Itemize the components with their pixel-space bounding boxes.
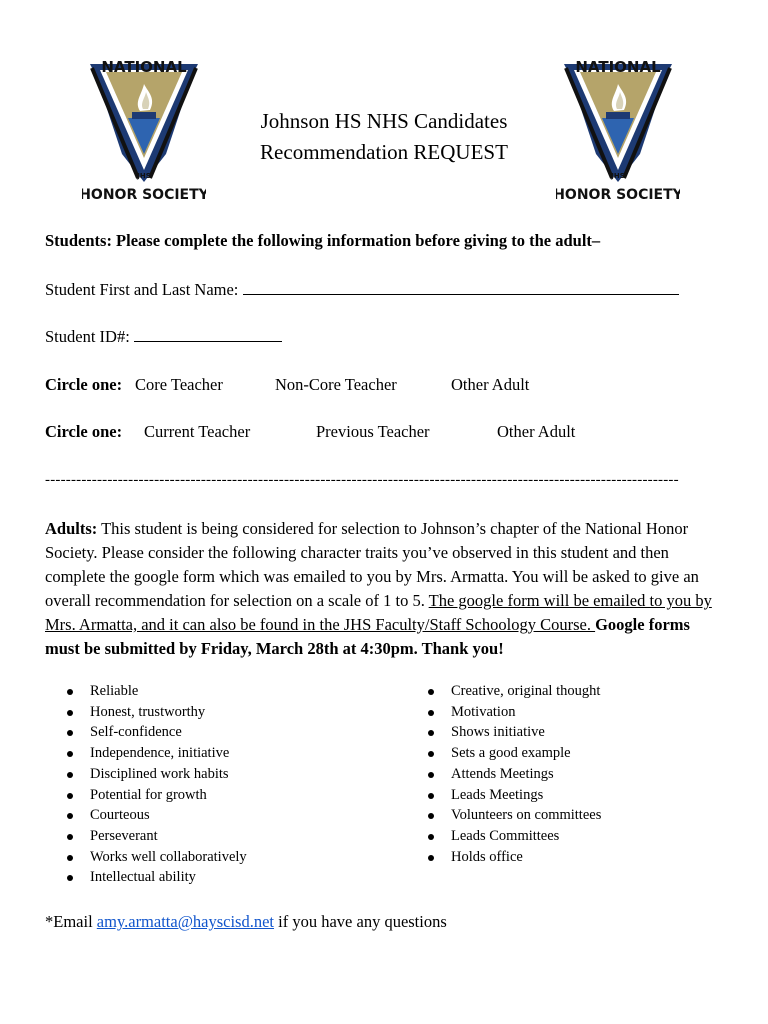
logo-bottom-text: HONOR SOCIETY [82,187,206,203]
bullet-icon [428,793,434,799]
list-item [45,722,247,743]
list-item [45,764,247,785]
bullet-icon [428,751,434,757]
list-item [45,826,247,847]
page-title [220,106,548,168]
trait-label: Perseverant [90,827,158,844]
list-item [406,805,601,826]
trait-label: Sets a good example [451,745,571,762]
option-current-teacher[interactable]: Current Teacher [144,422,251,441]
bullet-icon [428,834,434,840]
list-item [406,743,601,764]
adults-paragraph [45,517,725,661]
adults-body: This student is being considered for selection to Johnson’s chapter of the National Honor Society. Please consider the following character traits you’ve observed in this student and then complete the google form which was emailed to you by Mrs. Armatta. You will be asked to give an overall recommendation for selection on a scale of 1 to 5. [45,519,699,610]
list-item [45,702,247,723]
circle-one-label: Circle one: [45,422,123,441]
trait-label: Intellectual ability [90,869,196,886]
list-item [406,764,601,785]
logo-bottom-text: HONOR SOCIETY [556,187,680,203]
trait-label: Courteous [90,807,150,824]
trait-label: Leads Committees [451,827,560,844]
traits-list-left [45,681,247,888]
bullet-icon [67,793,73,799]
trait-label: Self-confidence [90,724,182,741]
option-non-core-teacher[interactable]: Non-Core Teacher [275,375,397,394]
contact-line [45,912,447,932]
option-other-adult[interactable]: Other Adult [451,375,530,394]
bullet-icon [428,855,434,861]
student-id-label: Student ID#: [45,327,134,346]
nhs-emblem-icon [556,54,680,204]
student-name-row [45,280,679,300]
title-line-1: Johnson HS NHS Candidates [260,109,508,133]
bullet-icon [67,813,73,819]
trait-label: Reliable [90,683,139,699]
bullet-icon [67,730,73,736]
trait-label: Independence, initiative [90,745,230,762]
option-other-adult[interactable]: Other Adult [497,422,576,441]
list-item [406,702,601,723]
circle-one-label: Circle one: [45,375,123,394]
student-id-row [45,327,282,347]
trait-label: Works well collaboratively [90,848,247,865]
list-item [45,847,247,868]
email-link[interactable]: amy.armatta@hayscisd.net [96,912,275,931]
email-prefix: *Email [45,912,97,931]
bullet-icon [67,710,73,716]
adults-deadline: Google forms must be submitted by Friday, March 28th at 4:30pm. Thank you! [45,615,690,658]
trait-label: Potential for growth [90,786,207,803]
list-item [45,805,247,826]
list-item [406,681,601,702]
trait-label: Leads Meetings [451,786,544,803]
bullet-icon [67,875,73,881]
bullet-icon [67,855,73,861]
option-core-teacher[interactable]: Core Teacher [135,375,223,394]
trait-label: Attends Meetings [451,765,554,782]
trait-label: Motivation [451,703,516,720]
adults-label: Adults: [45,519,98,538]
nhs-logo-left [82,54,206,204]
trait-label: Creative, original thought [451,683,601,699]
trait-label: Disciplined work habits [90,765,229,782]
email-suffix: if you have any questions [274,912,447,931]
bullet-icon [428,772,434,778]
bullet-icon [67,751,73,757]
trait-label: Volunteers on committees [451,807,602,824]
nhs-logo-right [556,54,680,204]
bullet-icon [67,772,73,778]
trait-label: Holds office [451,848,523,865]
logo-top-text: NATIONAL [575,58,661,76]
title-line-2: Recommendation REQUEST [260,140,508,164]
dashed-divider: -------------------------------------------------------------------------------------------------------------------------- [45,472,679,488]
bullet-icon [428,813,434,819]
list-item [406,826,601,847]
circle-one-row-2 [45,422,725,442]
circle-one-row-1 [45,375,725,395]
bullet-icon [428,730,434,736]
list-item [406,722,601,743]
nhs-emblem-icon [82,54,206,204]
list-item [45,867,247,888]
adults-underlined-note: The google form will be emailed to you by Mrs. Armatta, and it can also be found in the JHS Faculty/Staff Schoology Course. [45,591,712,634]
student-name-blank[interactable] [243,280,679,295]
student-name-label: Student First and Last Name: [45,280,243,299]
list-item [406,785,601,806]
trait-label: Honest, trustworthy [90,703,206,720]
bullet-icon [67,834,73,840]
trait-label: Shows initiative [451,724,545,741]
logo-middle-text: JHS [137,172,151,180]
list-item [406,847,601,868]
bullet-icon [428,710,434,716]
bullet-icon [428,689,434,695]
logo-middle-text: JHS [611,172,625,180]
students-instruction: Students: Please complete the following information before giving to the adult– [45,231,601,250]
list-item [45,785,247,806]
list-item [45,681,247,702]
bullet-icon [67,689,73,695]
student-id-blank[interactable] [134,327,282,342]
list-item [45,743,247,764]
option-previous-teacher[interactable]: Previous Teacher [316,422,430,441]
logo-top-text: NATIONAL [101,58,187,76]
traits-list-right [406,681,601,867]
